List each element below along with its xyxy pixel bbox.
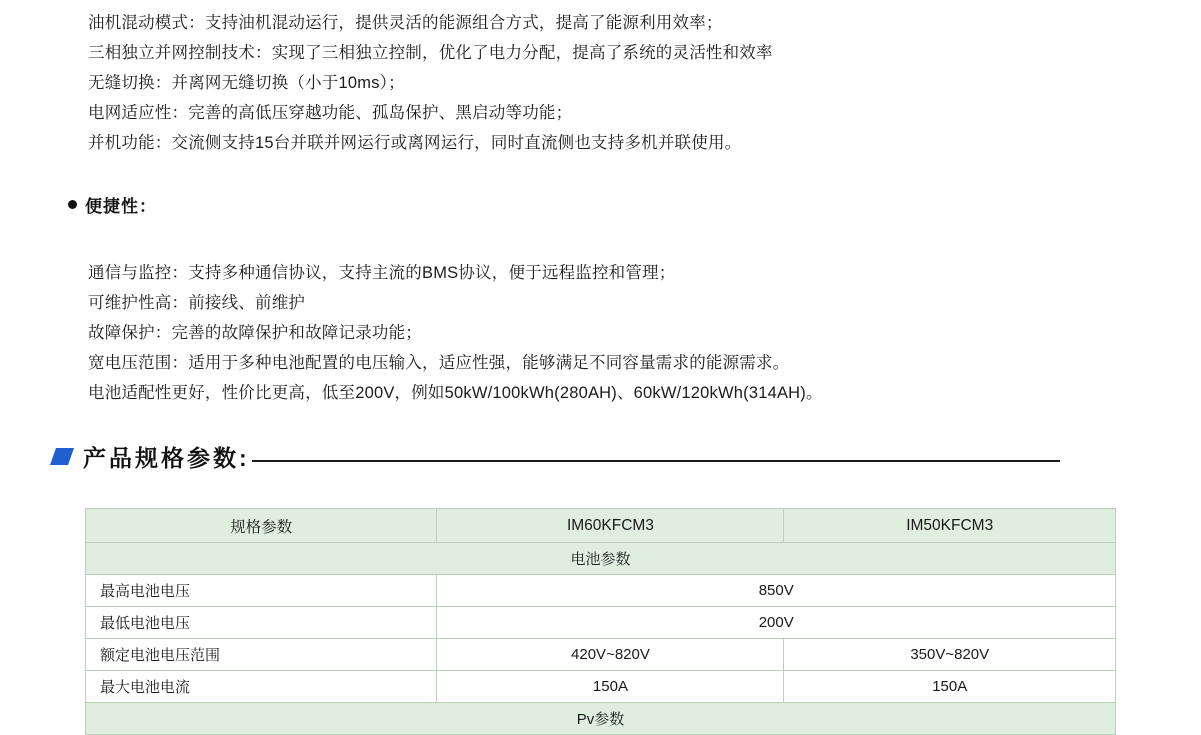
table-row bbox=[86, 607, 1116, 639]
feature-line: 并机功能：交流侧支持15台并联并网运行或离网运行，同时直流侧也支持多机并联使用。 bbox=[88, 134, 742, 152]
feature-line: 电网适应性：完善的高低压穿越功能、孤岛保护、黑启动等功能； bbox=[88, 104, 573, 122]
table-cell: 420V~820V bbox=[437, 639, 784, 671]
bullet-dot-icon bbox=[68, 200, 77, 209]
feature-line: 油机混动模式：支持油机混动运行，提供灵活的能源组合方式，提高了能源利用效率； bbox=[88, 14, 723, 32]
table-row bbox=[86, 575, 1116, 607]
spec-table bbox=[85, 508, 1116, 735]
table-row-label: 额定电池电压范围 bbox=[86, 639, 437, 671]
parallelogram-marker-icon bbox=[50, 448, 74, 465]
table-row bbox=[86, 639, 1116, 671]
feature-line: 通信与监控：支持多种通信协议，支持主流的BMS协议，便于远程监控和管理； bbox=[88, 264, 676, 282]
page-title: 产品规格参数: bbox=[83, 445, 250, 471]
table-cell: 850V bbox=[437, 575, 1116, 607]
table-group-label: Pv参数 bbox=[86, 703, 1116, 735]
table-cell: 350V~820V bbox=[784, 639, 1116, 671]
table-header-cell: IM60KFCM3 bbox=[437, 509, 784, 543]
bullet-heading bbox=[68, 192, 157, 217]
table-group-row bbox=[86, 543, 1116, 575]
feature-line: 无缝切换：并离网无缝切换（小于10ms）； bbox=[88, 74, 405, 92]
features-bottom-block bbox=[88, 258, 1148, 408]
table-row bbox=[86, 671, 1116, 703]
bullet-heading-label: 便捷性： bbox=[85, 197, 157, 216]
table-cell: 150A bbox=[784, 671, 1116, 703]
table-row-label: 最大电池电流 bbox=[86, 671, 437, 703]
feature-line: 电池适配性更好，性价比更高，低至200V，例如50kW/100kWh(280AH)、60kW/120kWh(314AH)。 bbox=[88, 384, 823, 402]
table-header-cell: IM50KFCM3 bbox=[784, 509, 1116, 543]
feature-line: 三相独立并网控制技术：实现了三相独立控制，优化了电力分配，提高了系统的灵活性和效率 bbox=[88, 44, 773, 62]
feature-line: 宽电压范围：适用于多种电池配置的电压输入，适应性强，能够满足不同容量需求的能源需求。 bbox=[88, 354, 790, 372]
section-title-row bbox=[50, 440, 1060, 473]
table-row-label: 最高电池电压 bbox=[86, 575, 437, 607]
features-top-block bbox=[88, 8, 1138, 158]
feature-line: 可维护性高：前接线、前维护 bbox=[88, 294, 306, 312]
table-header-row bbox=[86, 509, 1116, 543]
table-row-label: 最低电池电压 bbox=[86, 607, 437, 639]
table-group-label: 电池参数 bbox=[86, 543, 1116, 575]
title-divider bbox=[252, 460, 1060, 462]
table-cell: 200V bbox=[437, 607, 1116, 639]
table-cell: 150A bbox=[437, 671, 784, 703]
table-group-row bbox=[86, 703, 1116, 735]
table-header-cell: 规格参数 bbox=[86, 509, 437, 543]
feature-line: 故障保护：完善的故障保护和故障记录功能； bbox=[88, 324, 422, 342]
